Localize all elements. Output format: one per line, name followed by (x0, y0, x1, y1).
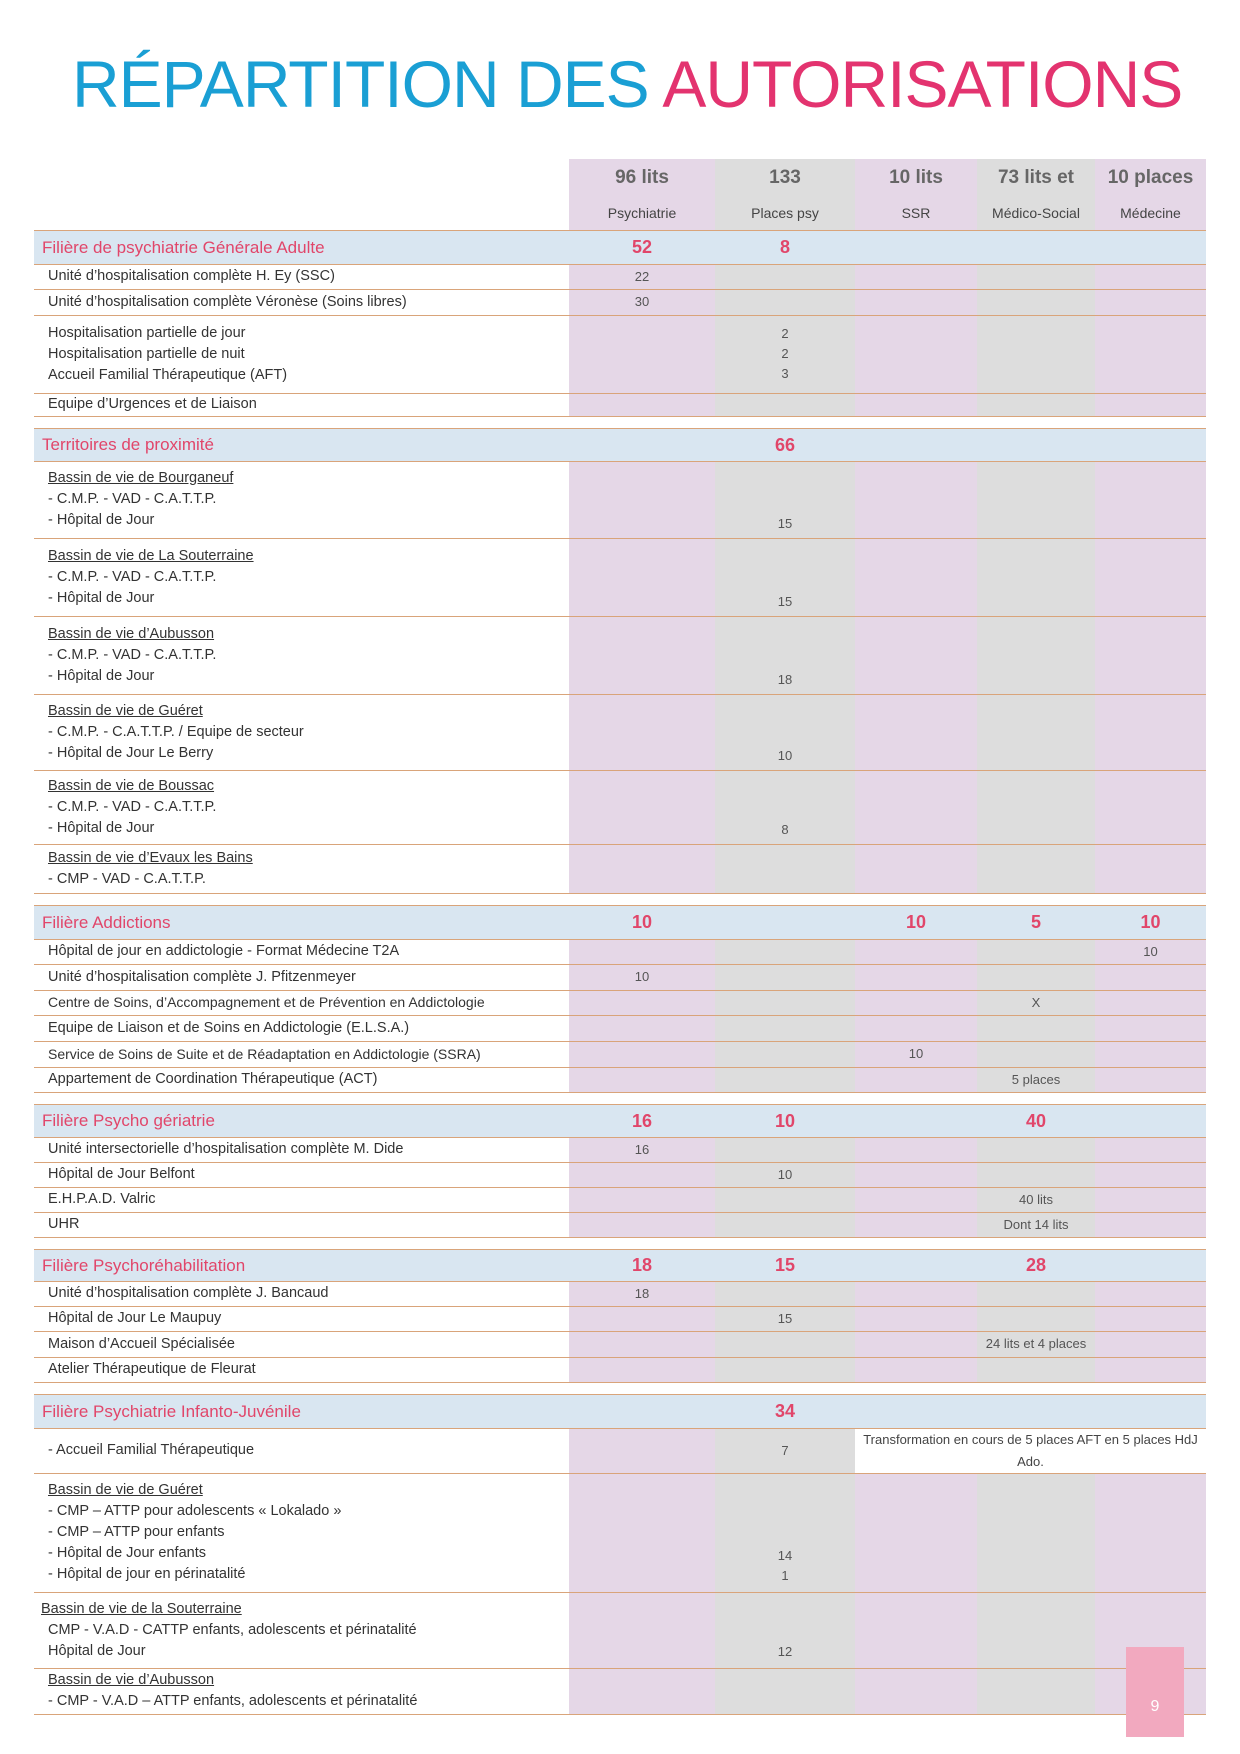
table-row: Unité d’hospitalisation complète J. Pfitzenmeyer 10 (34, 964, 1206, 990)
total-psychiatrie: 96 lits (569, 159, 715, 197)
section-title: Filière Psycho gériatrie (34, 1104, 569, 1137)
col-medecine: Médecine (1095, 197, 1206, 230)
table-row: UHR Dont 14 lits (34, 1212, 1206, 1237)
table-row: Atelier Thérapeutique de Fleurat (34, 1357, 1206, 1382)
table-row: Bassin de vie de Guéret - CMP – ATTP pour adolescents « Lokalado » - CMP – ATTP pour enfants - Hôpital de Jour enfants - Hôpital de jour en périnatalité 14 1 (34, 1473, 1206, 1592)
header-totals-row (34, 159, 1206, 197)
table-row: Hôpital de Jour Le Maupuy 15 (34, 1306, 1206, 1331)
table-row: Hôpital de jour en addictologie - Format Médecine T2A 10 (34, 939, 1206, 964)
table-row: Hospitalisation partielle de jour Hospitalisation partielle de nuit Accueil Familial Thérapeutique (AFT) 2 2 3 (34, 315, 1206, 393)
table-row: Bassin de vie de Guéret - C.M.P. - C.A.T.T.P. / Equipe de secteur - Hôpital de Jour Le Berry 10 (34, 694, 1206, 770)
table-row: Centre de Soins, d’Accompagnement et de Prévention en Addictologie X (34, 990, 1206, 1015)
table-row: Hôpital de Jour Belfont 10 (34, 1162, 1206, 1187)
table-row: - Accueil Familial Thérapeutique 7 Transformation en cours de 5 places AFT en 5 places HdJ Ado. (34, 1428, 1206, 1473)
table-row: E.H.P.A.D. Valric 40 lits (34, 1187, 1206, 1212)
table-row: Unité d’hospitalisation complète Véronèse (Soins libres) 30 (34, 289, 1206, 315)
table-row: Unité d’hospitalisation complète H. Ey (SSC) 22 (34, 264, 1206, 289)
section-addictions: Filière Addictions 10 10 5 10 (34, 905, 1206, 939)
table-row: Bassin de vie de Bourganeuf - C.M.P. - VAD - C.A.T.T.P. - Hôpital de Jour 15 (34, 461, 1206, 538)
section-title: Filière Psychoréhabilitation (34, 1249, 569, 1281)
section-infanto-juvenile: Filière Psychiatrie Infanto-Juvénile 34 (34, 1394, 1206, 1428)
section-title: Filière Addictions (34, 905, 569, 939)
table-row: Equipe de Liaison et de Soins en Addictologie (E.L.S.A.) (34, 1015, 1206, 1041)
section-psychorehabilitation: Filière Psychoréhabilitation 18 15 28 (34, 1249, 1206, 1281)
header-categories-row (34, 197, 1206, 230)
table-row: Bassin de vie d’Aubusson - CMP - V.A.D – ATTP enfants, adolescents et périnatalité (34, 1668, 1206, 1714)
table-row: Appartement de Coordination Thérapeutique (ACT) 5 places (34, 1067, 1206, 1092)
table-row: Bassin de vie de La Souterraine - C.M.P. - VAD - C.A.T.T.P. - Hôpital de Jour 15 (34, 538, 1206, 616)
table-row: Unité intersectorielle d’hospitalisation complète M. Dide 16 (34, 1137, 1206, 1162)
table-row: Bassin de vie d’Evaux les Bains - CMP - VAD - C.A.T.T.P. (34, 844, 1206, 893)
table-row: Service de Soins de Suite et de Réadaptation en Addictologie (SSRA) 10 (34, 1041, 1206, 1067)
section-title: Filière de psychiatrie Générale Adulte (34, 230, 569, 264)
table-row: Bassin de vie d’Aubusson - C.M.P. - VAD - C.A.T.T.P. - Hôpital de Jour 18 (34, 616, 1206, 694)
section-psycho-geriatrie: Filière Psycho gériatrie 16 10 40 (34, 1104, 1206, 1137)
page-number: 9 (1126, 1647, 1184, 1737)
section-title: Filière Psychiatrie Infanto-Juvénile (34, 1394, 569, 1428)
col-medico-social: Médico-Social (977, 197, 1095, 230)
page-title: RÉPARTITION DES AUTORISATIONS (72, 47, 1183, 121)
section-title: Territoires de proximité (34, 428, 569, 461)
total-places-psy: 133 (715, 159, 855, 197)
total-medecine: 10 places (1095, 159, 1206, 197)
authorizations-table (34, 159, 1206, 1715)
section-psychiatrie-adulte: Filière de psychiatrie Générale Adulte 52 8 (34, 230, 1206, 264)
section-territoires: Territoires de proximité 66 (34, 428, 1206, 461)
transformation-note: Transformation en cours de 5 places AFT en 5 places HdJ Ado. (855, 1428, 1206, 1473)
table-row: Bassin de vie de la Souterraine CMP - V.A.D - CATTP enfants, adolescents et périnatalité Hôpital de Jour 12 (34, 1592, 1206, 1668)
table-row: Unité d’hospitalisation complète J. Bancaud 18 (34, 1281, 1206, 1306)
table-row: Bassin de vie de Boussac - C.M.P. - VAD - C.A.T.T.P. - Hôpital de Jour 8 (34, 770, 1206, 844)
col-psychiatrie: Psychiatrie (569, 197, 715, 230)
table-row: Maison d’Accueil Spécialisée 24 lits et 4 places (34, 1331, 1206, 1357)
col-ssr: SSR (855, 197, 977, 230)
col-places-psy: Places psy (715, 197, 855, 230)
table-row: Equipe d’Urgences et de Liaison (34, 393, 1206, 416)
total-ssr: 10 lits (855, 159, 977, 197)
total-medico-social: 73 lits et (977, 159, 1095, 197)
